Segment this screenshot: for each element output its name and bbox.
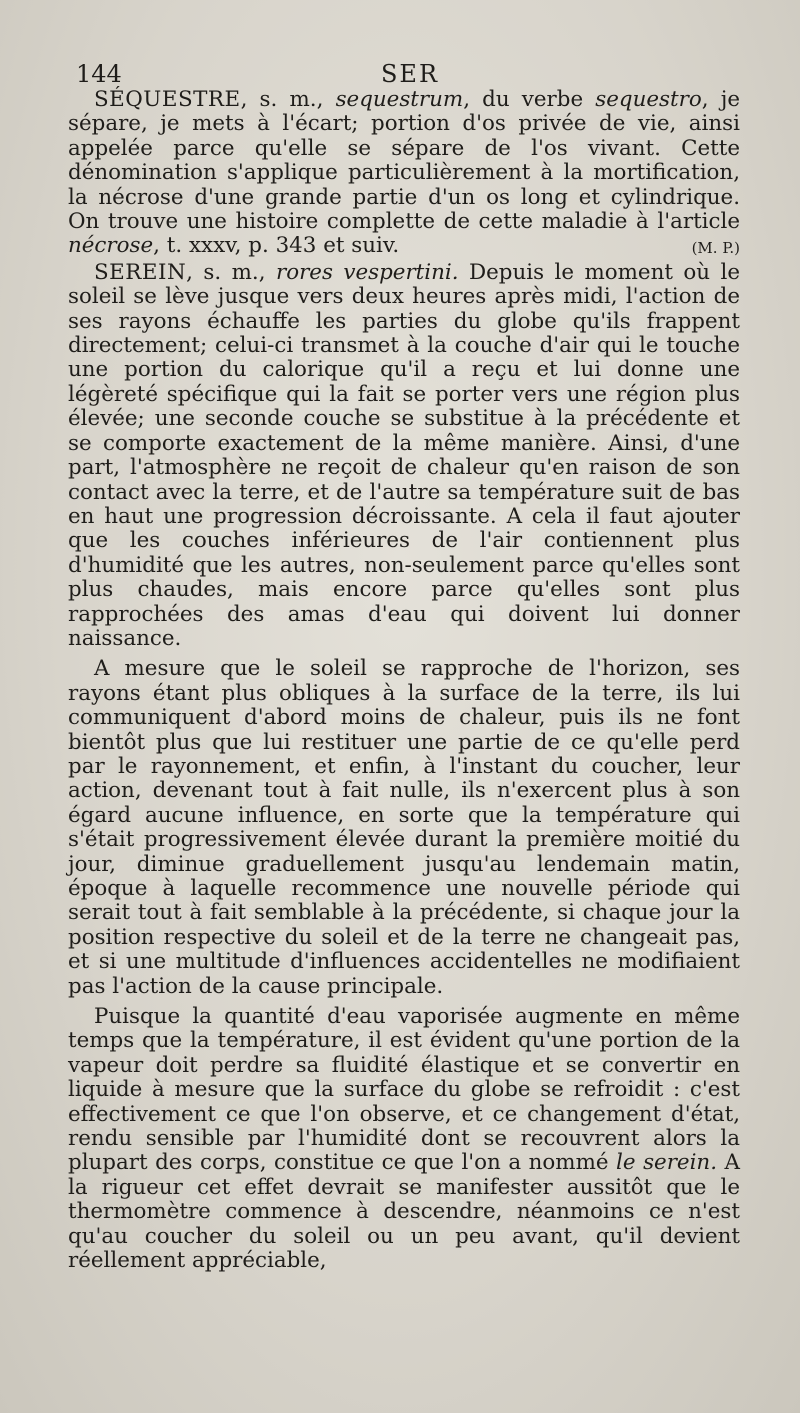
entry-cross-reference: nécrose	[68, 233, 154, 259]
entry-text: , t. xxxv, p. 343 et suiv.	[153, 233, 400, 259]
entry-pos: , s. m.,	[186, 259, 276, 285]
entry-latin: sequestrum	[335, 87, 464, 112]
paragraph-text: A la rigueur cet effet devrait se manifester aussitôt que le thermomètre commence à descendre, néanmoins ce n'est qu'au coucher du soleil ou un peu avant, qu'il devient réellement appréciable,	[68, 1150, 740, 1274]
entry-sequestre	[68, 88, 740, 259]
running-head: SER	[380, 60, 440, 88]
entry-serein	[68, 261, 740, 652]
entry-latin-verb: sequestro	[595, 87, 702, 112]
page-number: 144	[76, 60, 122, 88]
paragraph-text: Puisque la quantité d'eau vaporisée augmente en même temps que la température, il est évident qu'une portion de la vapeur doit perdre sa fluidité élastique et se convertir en liquide à mesure que la surface du globe se refroidit : c'est effectivement ce que l'on observe, et ce changement d'état, rendu sensible par l'humidité dont se recouvrent alors la plupart des corps, constitue ce que l'on a nommé	[68, 1004, 740, 1176]
entry-text: , du verbe	[463, 87, 596, 112]
entry-text: , je sépare, je mets à l'écart; portion d'os privée de vie, ainsi appelée parce qu'elle se sépare de l'os vivant. Cette dénomination s'applique particulièrement à la mortification, la nécrose d'une grande partie d'un os long et cylindrique. On trouve une histoire complette de cette maladie à l'article	[68, 87, 740, 235]
entry-headword: SEREIN	[94, 259, 187, 285]
entry-latin: rores vespertini.	[275, 259, 459, 285]
paragraph-last	[68, 1005, 740, 1273]
paragraph: A mesure que le soleil se rapproche de l'horizon, ses rayons étant plus obliques à la surface de la terre, ils lui communiquent d'abord moins de chaleur, puis ils ne font bientôt plus que lui restituer une partie de ce qu'elle perd par le rayonnement, et enfin, à l'instant du coucher, leur action, devenant tout à fait nulle, ils n'exercent plus à son égard aucune influence, en sorte que la température qui s'était progressivement élevée durant la première moitié du jour, diminue graduellement jusqu'au lendemain matin, époque à laquelle recommence une nouvelle période qui serait tout à fait semblable à la précédente, si chaque jour la position respective du soleil et de la terre ne changeait pas, et si une multitude d'influences accidentelles ne modifiaient pas l'action de la cause principale.	[68, 656, 740, 999]
paragraph-term: le serein.	[616, 1150, 718, 1176]
entry-headword: SÉQUESTRE	[94, 87, 241, 112]
entry-text: Depuis le moment où le soleil se lève jusque vers deux heures après midi, l'action de ses rayons échauffe les parties du globe qu'ils frappent directement; celui-ci transmet à la couche d'air qui le touche une portion du calorique qu'il a reçu et lui donne une légèreté spécifique qui la fait se porter vers une région plus élevée; une seconde couche se substitue à la précédente et se comporte exactement de la même manière. Ainsi, d'une part, l'atmosphère ne reçoit de chaleur qu'en raison de son contact avec la terre, et de l'autre sa température suit de bas en haut une progression décroissante. A cela il faut ajouter que les couches inférieures de l'air contiennent plus d'humidité que les autres, non-seulement parce qu'elles sont plus chaudes, mais encore parce qu'elles sont plus rapprochées des amas d'eau qui doivent lui donner naissance.	[68, 259, 741, 651]
author-signature: (M. P.)	[691, 239, 740, 258]
entry-pos: , s. m.,	[240, 87, 336, 112]
page-body	[68, 88, 740, 1274]
